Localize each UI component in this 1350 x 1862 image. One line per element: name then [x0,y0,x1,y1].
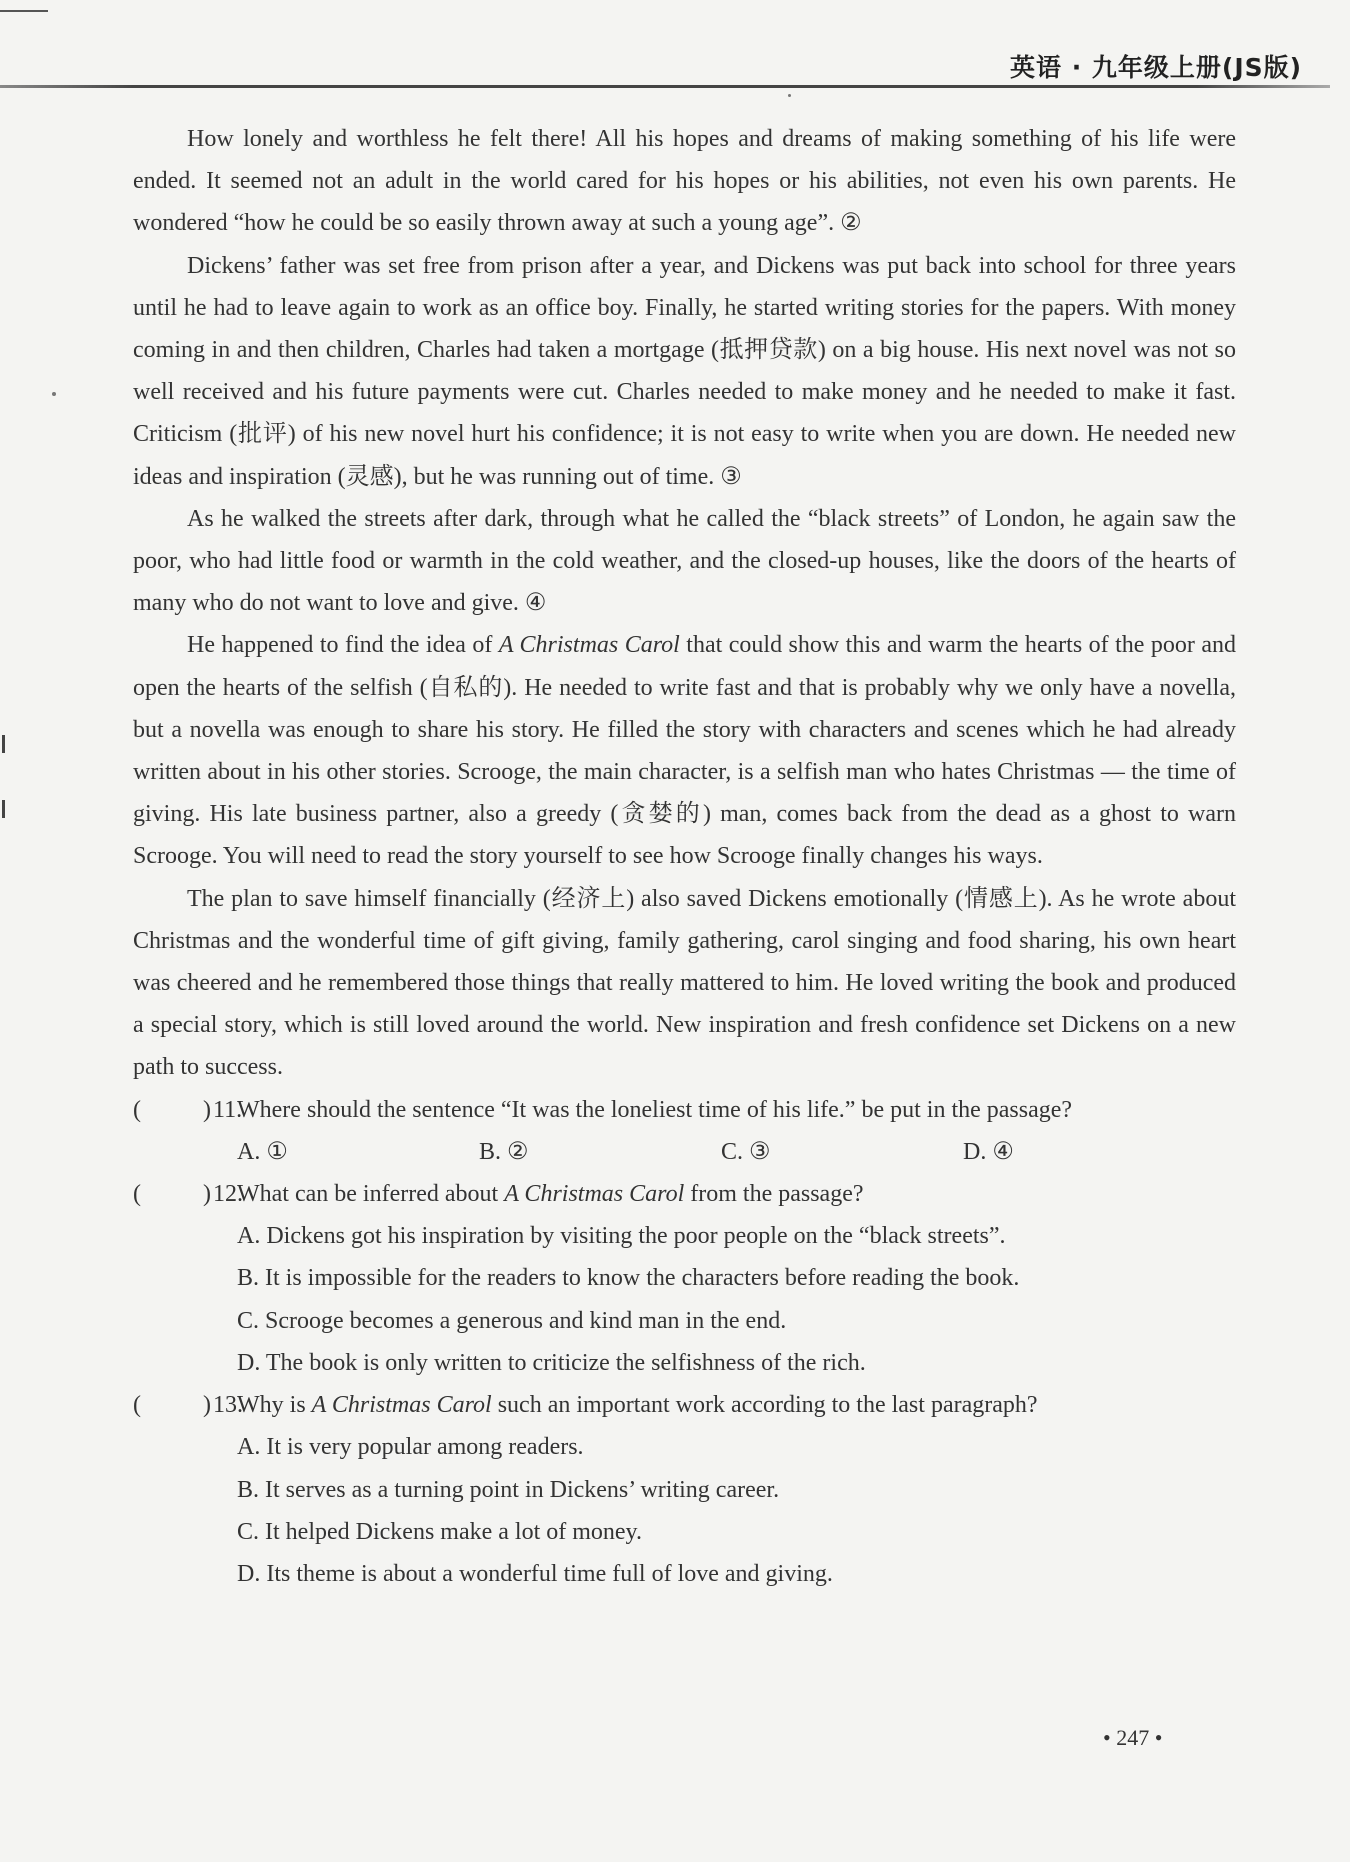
option-c: C. Scrooge becomes a generous and kind man in the end. [237,1307,787,1334]
margin-dot [52,392,56,396]
header-rule [0,85,1330,88]
answer-paren-open: ( [133,1096,141,1123]
option-a: A. Dickens got his inspiration by visiting the poor people on the “black streets”. [237,1223,1006,1250]
question-stem [237,1384,1236,1426]
option-a: A. ① [237,1138,288,1165]
passage-paragraph-4: He happened to find the idea of A Christmas Carol that could show this and warm the hearts of the poor and open the hearts of the selfish (自私的). He needed to write fast and that is probably why we only have a novella, but a novella was enough to share his story. He filled the story with characters and scenes which he had already written about in his other stories. Scrooge, the main character, is a selfish man who hates Christmas — the time of giving. His late business partner, also a greedy (贪婪的) man, comes back from the dead as a ghost to warn Scrooge. You will need to read the story yourself to see how Scrooge finally changes his ways. [133,632,1236,870]
option-d: D. The book is only written to criticize the selfishness of the rich. [237,1349,866,1376]
options-row [237,1131,1236,1173]
passage-paragraph-2: Dickens’ father was set free from prison after a year, and Dickens was put back into school for three years until he had to leave again to work as an office boy. Finally, he started writing stories for the papers. With money coming in and then children, Charles had taken a mortgage (抵押贷款) on a big house. His next novel was not so well received and his future payments were cut. Charles needed to make money and he needed to make it fast. Criticism (批评) of his new novel hurt his confidence; it is not easy to write when you are down. He needed new ideas and inspiration (灵感), but he was running out of time. ③ [133,252,1236,490]
question-stem: Where should the sentence “It was the loneliest time of his life.” be put in the passage? [237,1096,1073,1123]
book-title: A Christmas Carol [498,632,680,659]
question-11 [133,1089,1236,1173]
option-c: C. ③ [721,1138,771,1165]
answer-paren-open: ( [133,1392,141,1419]
option-b: B. It is impossible for the readers to know the characters before reading the book. [237,1265,1020,1292]
answer-paren-open: ( [133,1181,141,1208]
margin-tick [2,800,5,818]
stem-text: from the passage? [684,1181,864,1208]
question-number: 11. [213,1096,243,1123]
page-number: • 247 • [1103,1725,1163,1750]
book-title: A Christmas Carol [311,1392,492,1419]
option-b: B. ② [479,1138,529,1165]
passage-paragraph-5: The plan to save himself financially (经济上) also saved Dickens emotionally (情感上). As he wrote about Christmas and the wonderful time of gift giving, family gathering, carol singing and food sharing, his own heart was cheered and he remembered those things that really mattered to him. He loved writing the book and produced a special story, which is still loved around the world. New inspiration and fresh confidence set Dickens on a new path to success. [133,885,1236,1081]
option-b: B. It serves as a turning point in Dickens’ writing career. [237,1476,780,1503]
answer-paren-close: ) [203,1096,211,1123]
option-a: A. It is very popular among readers. [237,1434,584,1461]
stem-text: What can be inferred about [237,1181,505,1208]
corner-crop-mark [0,10,48,12]
option-c: C. It helped Dickens make a lot of money. [237,1518,642,1545]
question-number: 13. [213,1392,243,1419]
margin-dot [788,94,791,97]
answer-paren-close: ) [203,1392,211,1419]
passage-paragraph-1: How lonely and worthless he felt there! All his hopes and dreams of making something of his life were ended. It seemed not an adult in the world cared for his hopes or his abilities, not even his own parents. He wondered “how he could be so easily thrown away at such a young age”. ② [133,126,1236,237]
stem-text: such an important work according to the last paragraph? [491,1392,1038,1419]
running-header: 英语 · 九年级上册(JS版) [1010,53,1303,82]
margin-tick [2,735,5,753]
stem-text: Why is [237,1392,312,1419]
page-content [133,118,1236,1595]
question-number: 12. [213,1181,243,1208]
option-d: D. ④ [963,1138,1014,1165]
question-12 [133,1173,1236,1384]
passage-paragraph-3: As he walked the streets after dark, through what he called the “black streets” of London, he again saw the poor, who had little food or warmth in the cold weather, and the closed-up houses, like the doors of the hearts of many who do not want to love and give. ④ [133,505,1236,617]
question-stem [237,1173,1236,1215]
book-title: A Christmas Carol [504,1181,685,1208]
question-13 [133,1384,1236,1595]
option-d: D. Its theme is about a wonderful time full of love and giving. [237,1560,833,1587]
answer-paren-close: ) [203,1181,211,1208]
